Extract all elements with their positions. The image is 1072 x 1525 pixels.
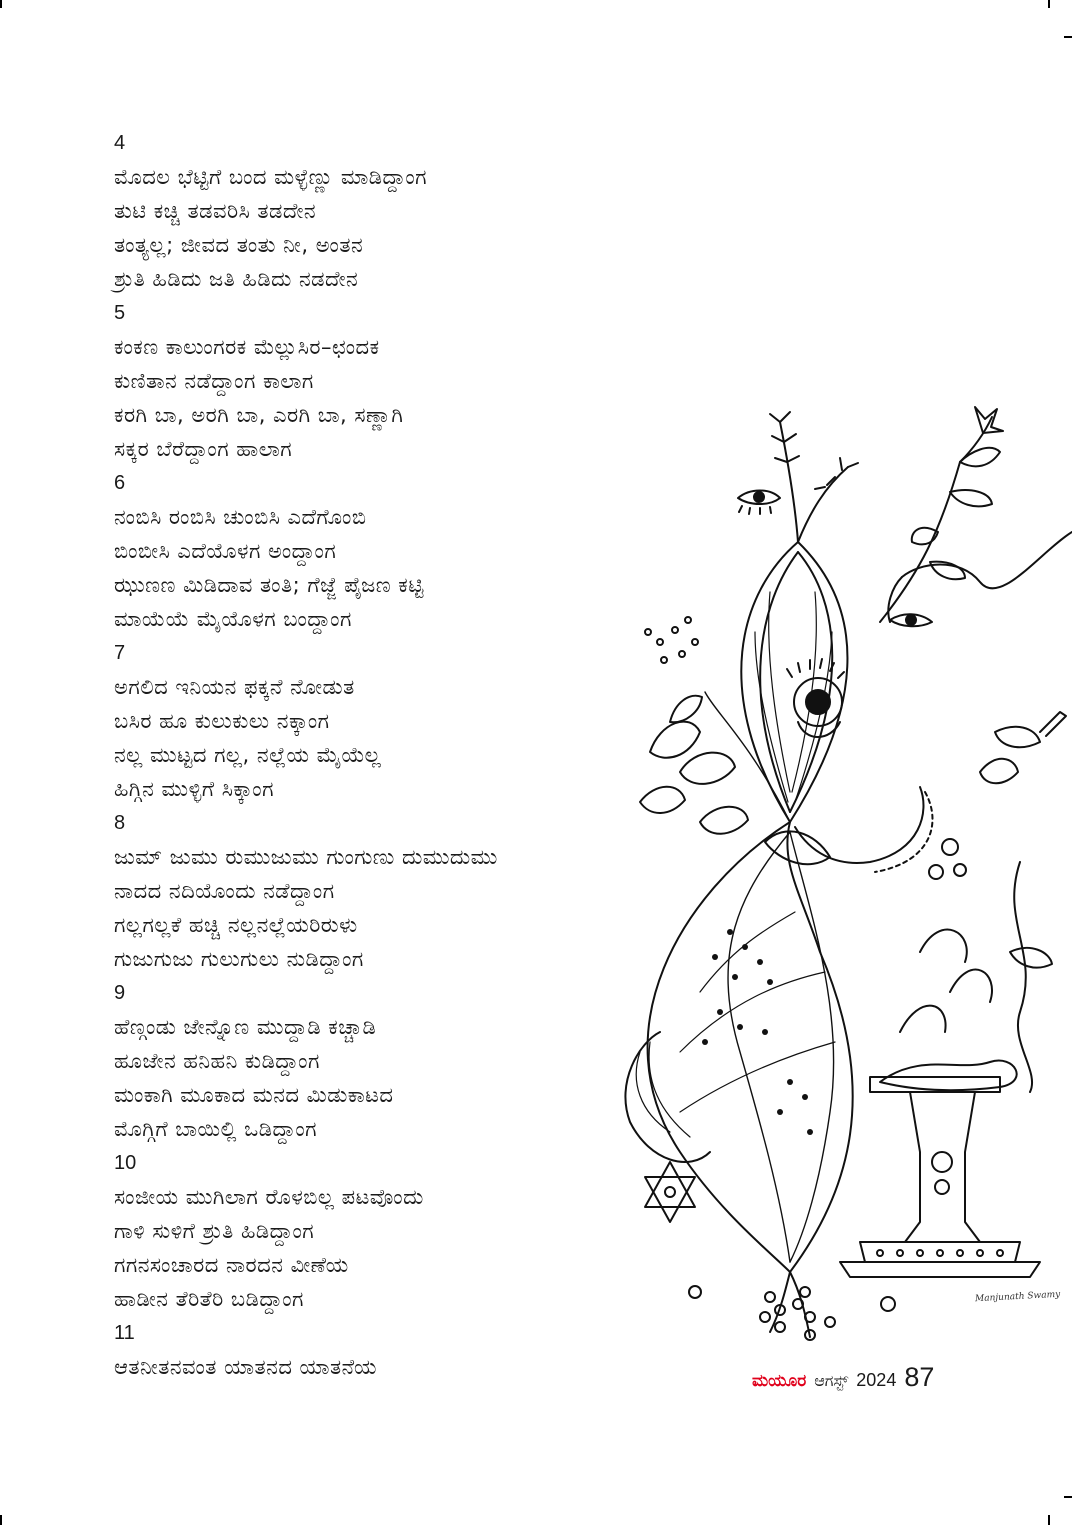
poem-line: ಆತನೀತನವಂತ ಯಾತನದ ಯಾತನೆಯ xyxy=(114,1355,377,1379)
poem-line: ಜುಮ್ ಜುಮು ರುಮುಜುಮು ಗುಂಗುಣು ದುಮುದುಮು xyxy=(114,845,498,869)
poem-line: ಮಂಕಾಗಿ ಮೂಕಾದ ಮನದ ಮಿಡುಕಾಟದ xyxy=(114,1083,394,1107)
poem-line: ಬಸಿರ ಹೂ ಕುಲುಕುಲು ನಕ್ಕಾಂಗ xyxy=(114,709,330,733)
page-number: 87 xyxy=(904,1362,935,1392)
crop-mark-bottom-right xyxy=(1048,1515,1050,1525)
poem-line: ಝುಣಣ ಮಿಡಿದಾವ ತಂತಿ; ಗೆಜ್ಜೆ ಪೈಜಣ ಕಟ್ಟಿ xyxy=(114,573,424,597)
poem-line: ನಂಬಿಸಿ ರಂಬಿಸಿ ಚುಂಬಿಸಿ ಎದೆಗೊಂಬಿ xyxy=(114,505,367,529)
stanza-number: 10 xyxy=(114,1152,137,1174)
crop-mark-top-right xyxy=(1048,0,1050,8)
poem-line: ಗಲ್ಲಗಲ್ಲಕೆ ಹಚ್ಚಿ ನಲ್ಲನಲ್ಲೆಯರಿರುಳು xyxy=(114,913,358,937)
poem-line: ಕರಗಿ ಬಾ, ಅರಗಿ ಬಾ, ಎರಗಿ ಬಾ, ಸಣ್ಣಾಗಿ xyxy=(114,403,404,427)
stanza-number: 5 xyxy=(114,302,126,324)
stanza-number: 6 xyxy=(114,472,126,494)
crop-mark-bottom-left xyxy=(0,1515,2,1525)
poem-line: ಸಕ್ಕರ ಬೆರೆದ್ದಾಂಗ ಹಾಲಾಗ xyxy=(114,437,293,461)
stanza xyxy=(114,1316,674,1384)
necklace xyxy=(795,712,1066,879)
stanza xyxy=(114,1146,674,1316)
poem-line: ಹಿಗ್ಗಿನ ಮುಳ್ಳಿಗೆ ಸಿಕ್ಕಾಂಗ xyxy=(114,777,274,801)
eye-small-left xyxy=(738,491,780,515)
poem-line: ಗಗನಸಂಚಾರದ ನಾರದನ ವೀಣೆಯ xyxy=(114,1253,349,1277)
poem-line: ಸಂಜೀಯ ಮುಗಿಲಾಗ ರೊಳಬಿಲ್ಲ ಪಟವೊಂದು xyxy=(114,1185,424,1209)
stanza-number: 4 xyxy=(114,132,126,154)
stanza xyxy=(114,976,674,1146)
stanza xyxy=(114,636,674,806)
stanza-number: 11 xyxy=(114,1322,135,1344)
page-footer xyxy=(752,1362,934,1402)
poem-line: ನಲ್ಲ ಮುಟ್ಟದ ಗಲ್ಲ, ನಲ್ಲೆಯ ಮೈಯೆಲ್ಲ xyxy=(114,743,382,767)
poem-line: ನಾದದ ನದಿಯೊಂದು ನಡೆದ್ದಾಂಗ xyxy=(114,879,335,903)
poem-line: ಮೊಗ್ಗಿಗೆ ಬಾಯಿಲ್ಲಿ ಒಡಿದ್ದಾಂಗ xyxy=(114,1117,318,1141)
poem-line: ಹಾಡೀನ ತೆರಿತೆರಿ ಬಡಿದ್ದಾಂಗ xyxy=(114,1287,304,1311)
star-ornament xyxy=(645,1162,695,1222)
poem-line: ಅಗಲಿದ ಇನಿಯನ ಫಕ್ಕನೆ ನೋಡುತ xyxy=(114,675,355,699)
crop-mark-right-upper xyxy=(1064,36,1072,38)
pedestal xyxy=(840,862,1052,1277)
poem-line: ಶ್ರುತಿ ಹಿಡಿದು ಜತಿ ಹಿಡಿದು ನಡದೇನ xyxy=(114,267,359,291)
issue-month: ಆಗಸ್ಟ್ xyxy=(814,1371,849,1390)
berries xyxy=(689,1272,895,1340)
magazine-name: ಮಯೂರ xyxy=(752,1371,807,1391)
stanza xyxy=(114,296,674,466)
upper-pod xyxy=(741,542,847,822)
poem-line: ಗುಜುಗುಜು ಗುಲುಗುಲು ನುಡಿದ್ದಾಂಗ xyxy=(114,947,364,971)
poem-line: ಮೊದಲ ಭೆಟ್ಟಿಗೆ ಬಂದ ಮಳ್ಳೆಣ್ಣು ಮಾಡಿದ್ದಾಂಗ xyxy=(114,165,428,189)
leafy-stems xyxy=(770,407,1003,622)
poem xyxy=(114,126,674,1384)
crop-mark-top-left xyxy=(0,0,2,8)
stanza-number: 7 xyxy=(114,642,126,664)
stanza-number: 8 xyxy=(114,812,126,834)
poem-line: ಕಂಕಣ ಕಾಲುಂಗರಕ ಮೆಲ್ಲುಸಿರ–ಛಂದಕ xyxy=(114,335,380,359)
poem-line: ತುಟಿ ಕಚ್ಚಿ ತಡವರಿಸಿ ತಡದೇನ xyxy=(114,199,317,223)
illustration xyxy=(620,392,1072,1352)
poem-line: ಹೂಜೇನ ಹನಿಹನಿ ಕುಡಿದ್ದಾಂಗ xyxy=(114,1049,320,1073)
poem-line: ಹೆಣ್ಗಂಡು ಜೇನ್ನೊಣ ಮುದ್ದಾಡಿ ಕಚ್ಚಾಡಿ xyxy=(114,1015,377,1039)
poem-line: ತಂತ್ಯಲ್ಲ; ಜೀವದ ತಂತು ನೀ, ಅಂತನ xyxy=(114,233,364,257)
crop-mark-right-lower xyxy=(1064,1496,1072,1498)
poem-line: ಬಿಂಬೀಸಿ ಎದೆಯೊಳಗ ಅಂದ್ದಾಂಗ xyxy=(114,539,337,563)
stanza xyxy=(114,806,674,976)
issue-year: 2024 xyxy=(856,1370,897,1390)
poem-line: ಮಾಯೆಯೆ ಮೈಯೊಳಗ ಬಂದ್ದಾಂಗ xyxy=(114,607,352,631)
poem-line: ಗಾಳಿ ಸುಳಿಗೆ ಶ್ರುತಿ ಹಿಡಿದ್ದಾಂಗ xyxy=(114,1219,315,1243)
poem-line: ಕುಣಿತಾನ ನಡೆದ್ದಾಂಗ ಕಾಲಾಗ xyxy=(114,369,314,393)
stanza xyxy=(114,126,674,296)
eye-face-right xyxy=(888,532,1072,626)
stanza-number: 9 xyxy=(114,982,126,1004)
artist-signature: Manjunath Swamy xyxy=(974,1289,1061,1305)
stanza xyxy=(114,466,674,636)
